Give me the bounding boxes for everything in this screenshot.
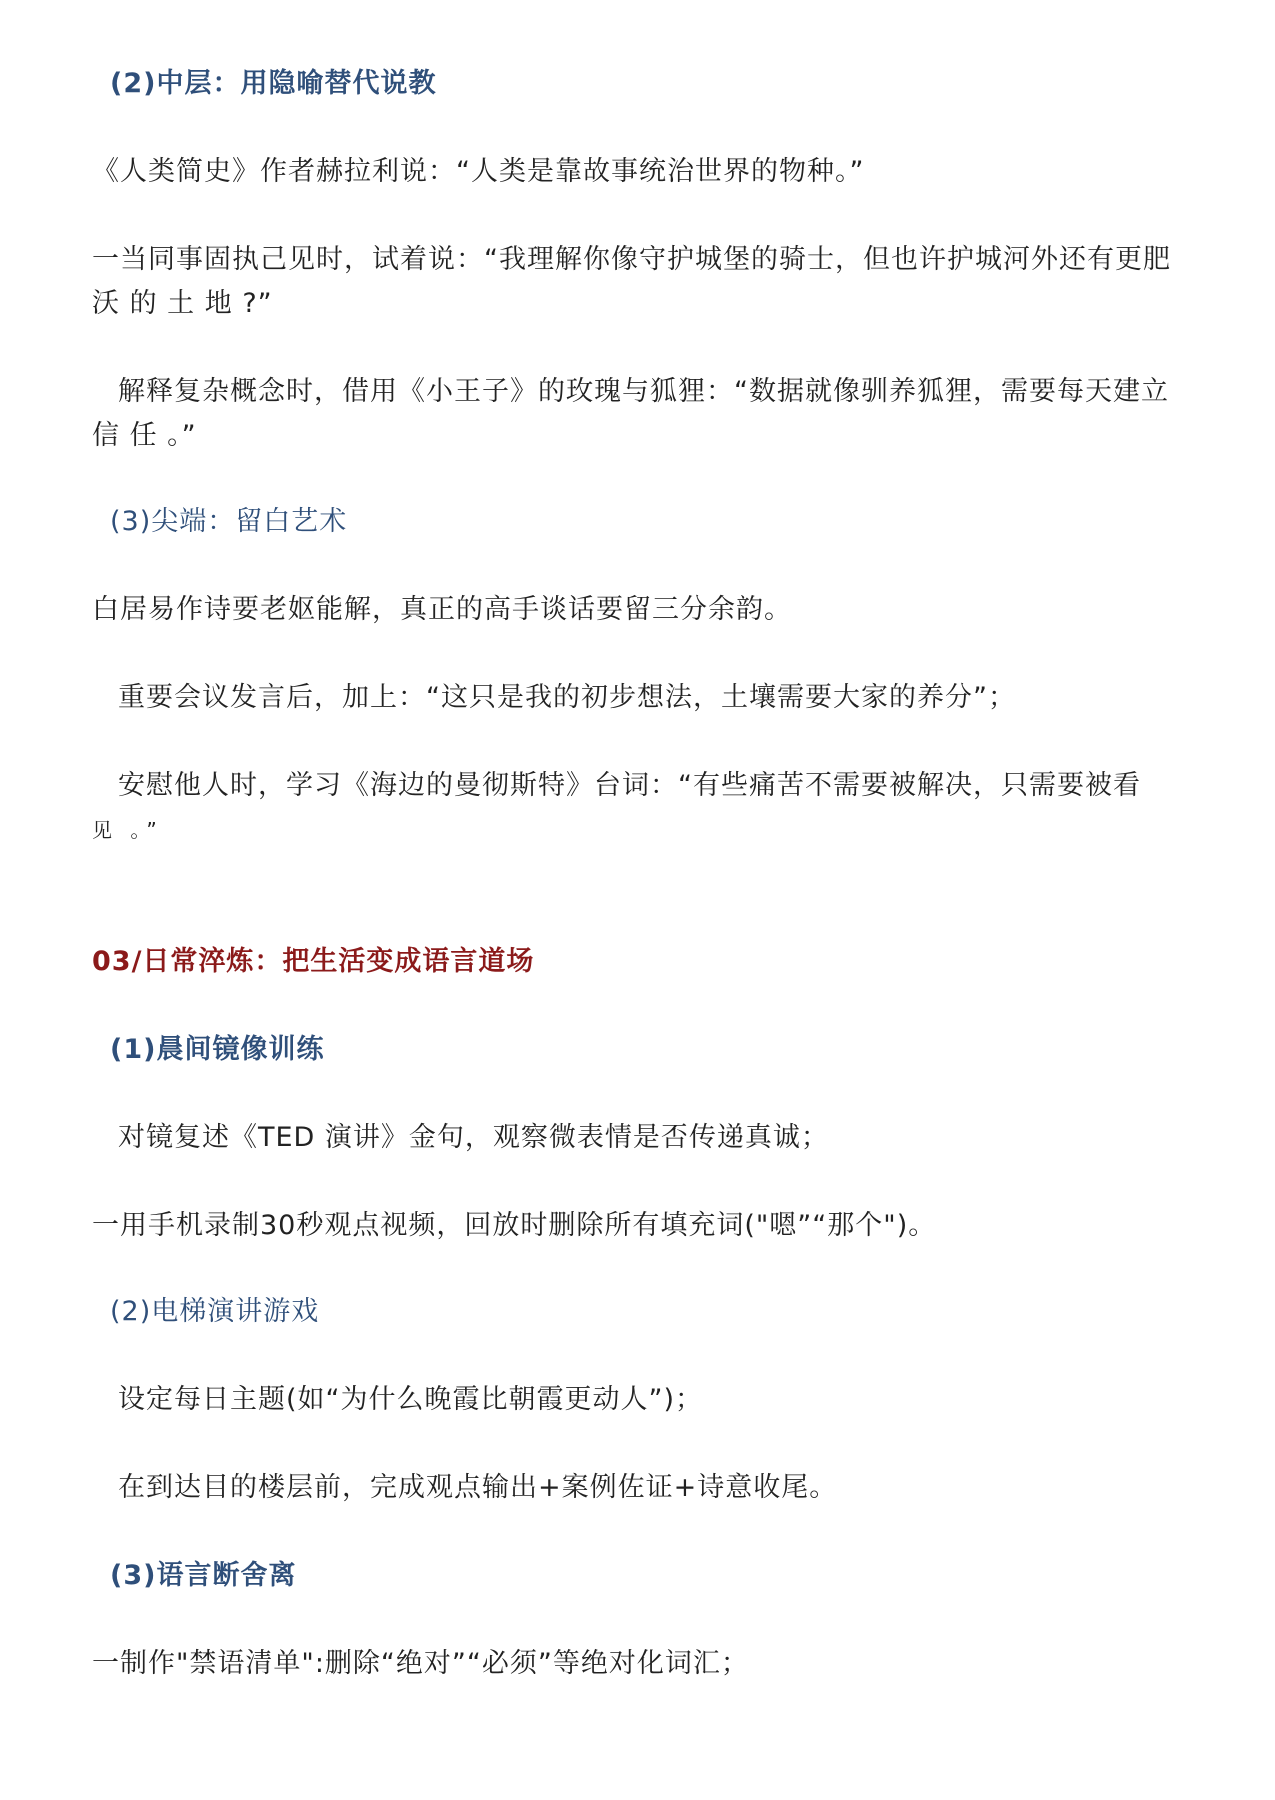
paragraph-item-line: 一制作"禁语清单":删除“绝对”“必须”等绝对化词汇；	[92, 1648, 749, 1679]
paragraph-item-line: 安慰他人时，学习《海边的曼彻斯特》台词：“有些痛苦不需要被解决，只需要被看	[118, 770, 1141, 801]
paragraph-item-line: 解释复杂概念时，借用《小王子》的玫瑰与狐狸：“数据就像驯养狐狸，需要每天建立	[118, 376, 1169, 407]
paragraph-intro: 白居易作诗要老妪能解，真正的高手谈话要留三分余韵。	[92, 594, 792, 625]
subheading-language-declutter: (3)语言断舍离	[110, 1560, 297, 1591]
paragraph-item-line: 一用手机录制30秒观点视频，回放时删除所有填充词("嗯”“那个")。	[92, 1210, 937, 1241]
subheading-top-layer: (3)尖端：留白艺术	[110, 506, 348, 537]
paragraph-item-line: 重要会议发言后，加上：“这只是我的初步想法，土壤需要大家的养分”；	[118, 682, 1016, 713]
subheading-elevator-game: (2)电梯演讲游戏	[110, 1296, 320, 1327]
paragraph-item-line: 信 任 。”	[92, 420, 197, 451]
paragraph-item-line: 见 。”	[92, 818, 163, 842]
paragraph-item-line: 在到达目的楼层前，完成观点输出+案例佐证+诗意收尾。	[118, 1472, 838, 1503]
paragraph-quote: 《人类简史》作者赫拉利说：“人类是靠故事统治世界的物种。”	[92, 156, 865, 187]
paragraph-item-line: 沃 的 土 地 ?”	[92, 288, 273, 319]
paragraph-item-line: 对镜复述《TED 演讲》金句，观察微表情是否传递真诚；	[118, 1122, 829, 1153]
paragraph-item-line: 一当同事固执己见时，试着说：“我理解你像守护城堡的骑士，但也许护城河外还有更肥	[92, 244, 1171, 275]
paragraph-item-line: 设定每日主题(如“为什么晚霞比朝霞更动人”)；	[118, 1384, 704, 1415]
section-heading-03: 03/日常淬炼：把生活变成语言道场	[92, 946, 535, 977]
subheading-mirror-training: (1)晨间镜像训练	[110, 1034, 325, 1065]
subheading-middle-layer: (2)中层：用隐喻替代说教	[110, 68, 437, 99]
